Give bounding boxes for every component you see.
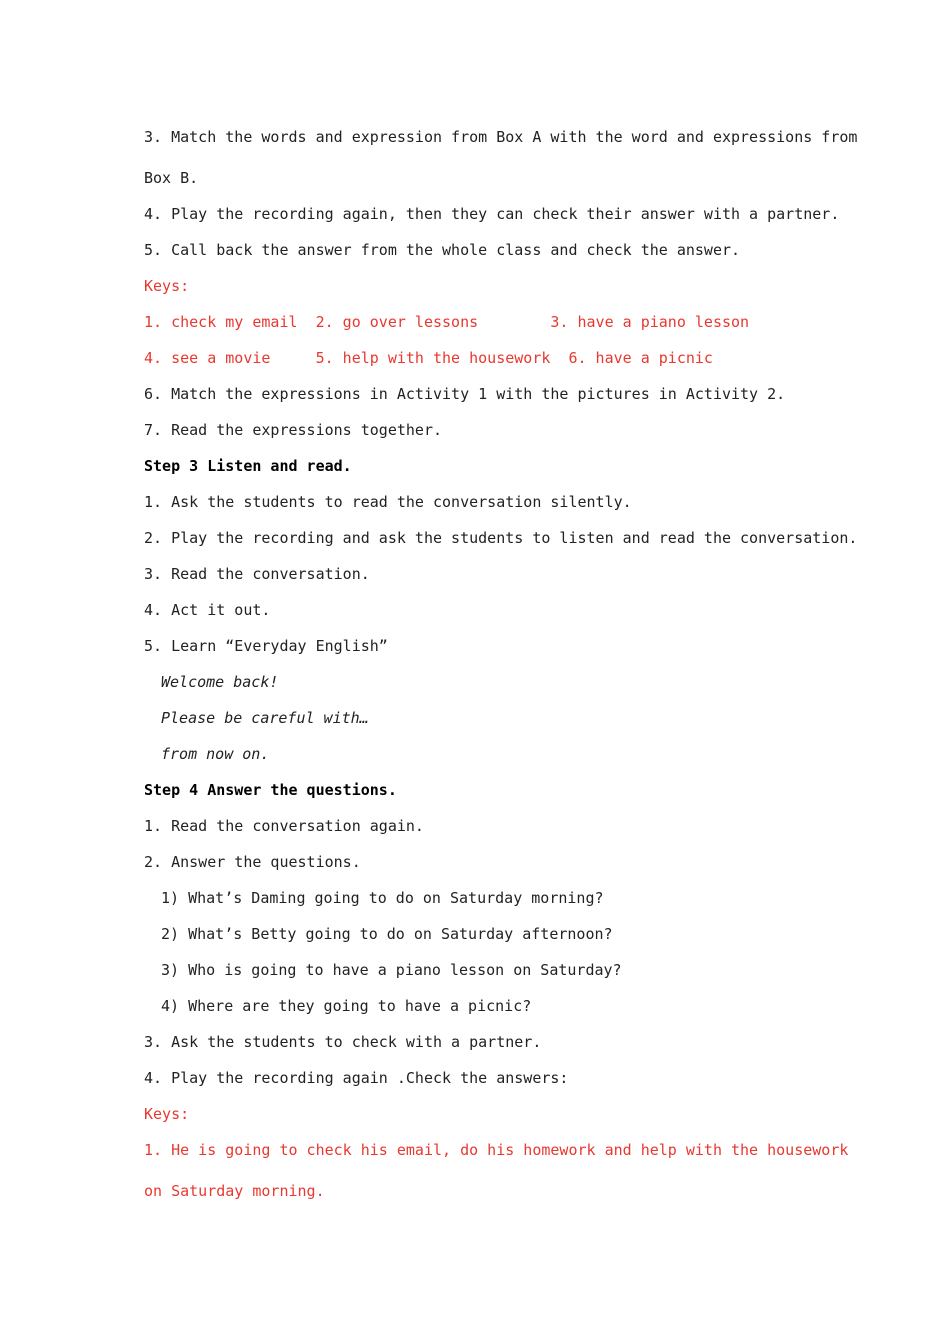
step4-heading: Step 4 Answer the questions. xyxy=(144,781,397,799)
step3-item-5: 5. Learn “Everyday English” xyxy=(144,637,388,655)
question-item: 3) Who is going to have a piano lesson on Saturday? xyxy=(161,961,622,979)
answer-key-line-continued: on Saturday morning. xyxy=(144,1182,325,1200)
step4-item-4: 4. Play the recording again .Check the answers: xyxy=(144,1069,569,1087)
step2-item-5: 5. Call back the answer from the whole class and check the answer. xyxy=(144,241,741,259)
step4-item-1: 1. Read the conversation again. xyxy=(144,817,424,835)
step2-item-4: 4. Play the recording again, then they can check their answer with a partner. xyxy=(144,205,840,223)
everyday-english-phrase: from now on. xyxy=(161,745,270,763)
question-item: 1) What’s Daming going to do on Saturday morning? xyxy=(161,889,604,907)
everyday-english-phrase: Please be careful with… xyxy=(161,709,369,727)
step3-item-4: 4. Act it out. xyxy=(144,601,271,619)
step2-item-6: 6. Match the expressions in Activity 1 with the pictures in Activity 2. xyxy=(144,385,786,403)
keys-label: Keys: xyxy=(144,277,190,295)
step3-heading: Step 3 Listen and read. xyxy=(144,457,352,475)
step2-item-3: 3. Match the words and expression from Box A with the word and expressions from xyxy=(144,128,858,146)
step3-item-1: 1. Ask the students to read the conversation silently. xyxy=(144,493,632,511)
step3-item-2: 2. Play the recording and ask the students to listen and read the conversation. xyxy=(144,529,858,547)
answer-key-line: 1. He is going to check his email, do his homework and help with the housework xyxy=(144,1141,849,1159)
step4-item-2: 2. Answer the questions. xyxy=(144,853,361,871)
step3-item-3: 3. Read the conversation. xyxy=(144,565,370,583)
keys-line: 4. see a movie 5. help with the housework 6. have a picnic xyxy=(144,349,713,367)
everyday-english-phrase: Welcome back! xyxy=(161,673,279,691)
keys-label: Keys: xyxy=(144,1105,190,1123)
question-item: 2) What’s Betty going to do on Saturday afternoon? xyxy=(161,925,613,943)
step2-item-7: 7. Read the expressions together. xyxy=(144,421,443,439)
step4-item-3: 3. Ask the students to check with a partner. xyxy=(144,1033,542,1051)
step2-item-3-continued: Box B. xyxy=(144,169,199,187)
keys-line: 1. check my email 2. go over lessons 3. have a piano lesson xyxy=(144,313,750,331)
question-item: 4) Where are they going to have a picnic? xyxy=(161,997,532,1015)
